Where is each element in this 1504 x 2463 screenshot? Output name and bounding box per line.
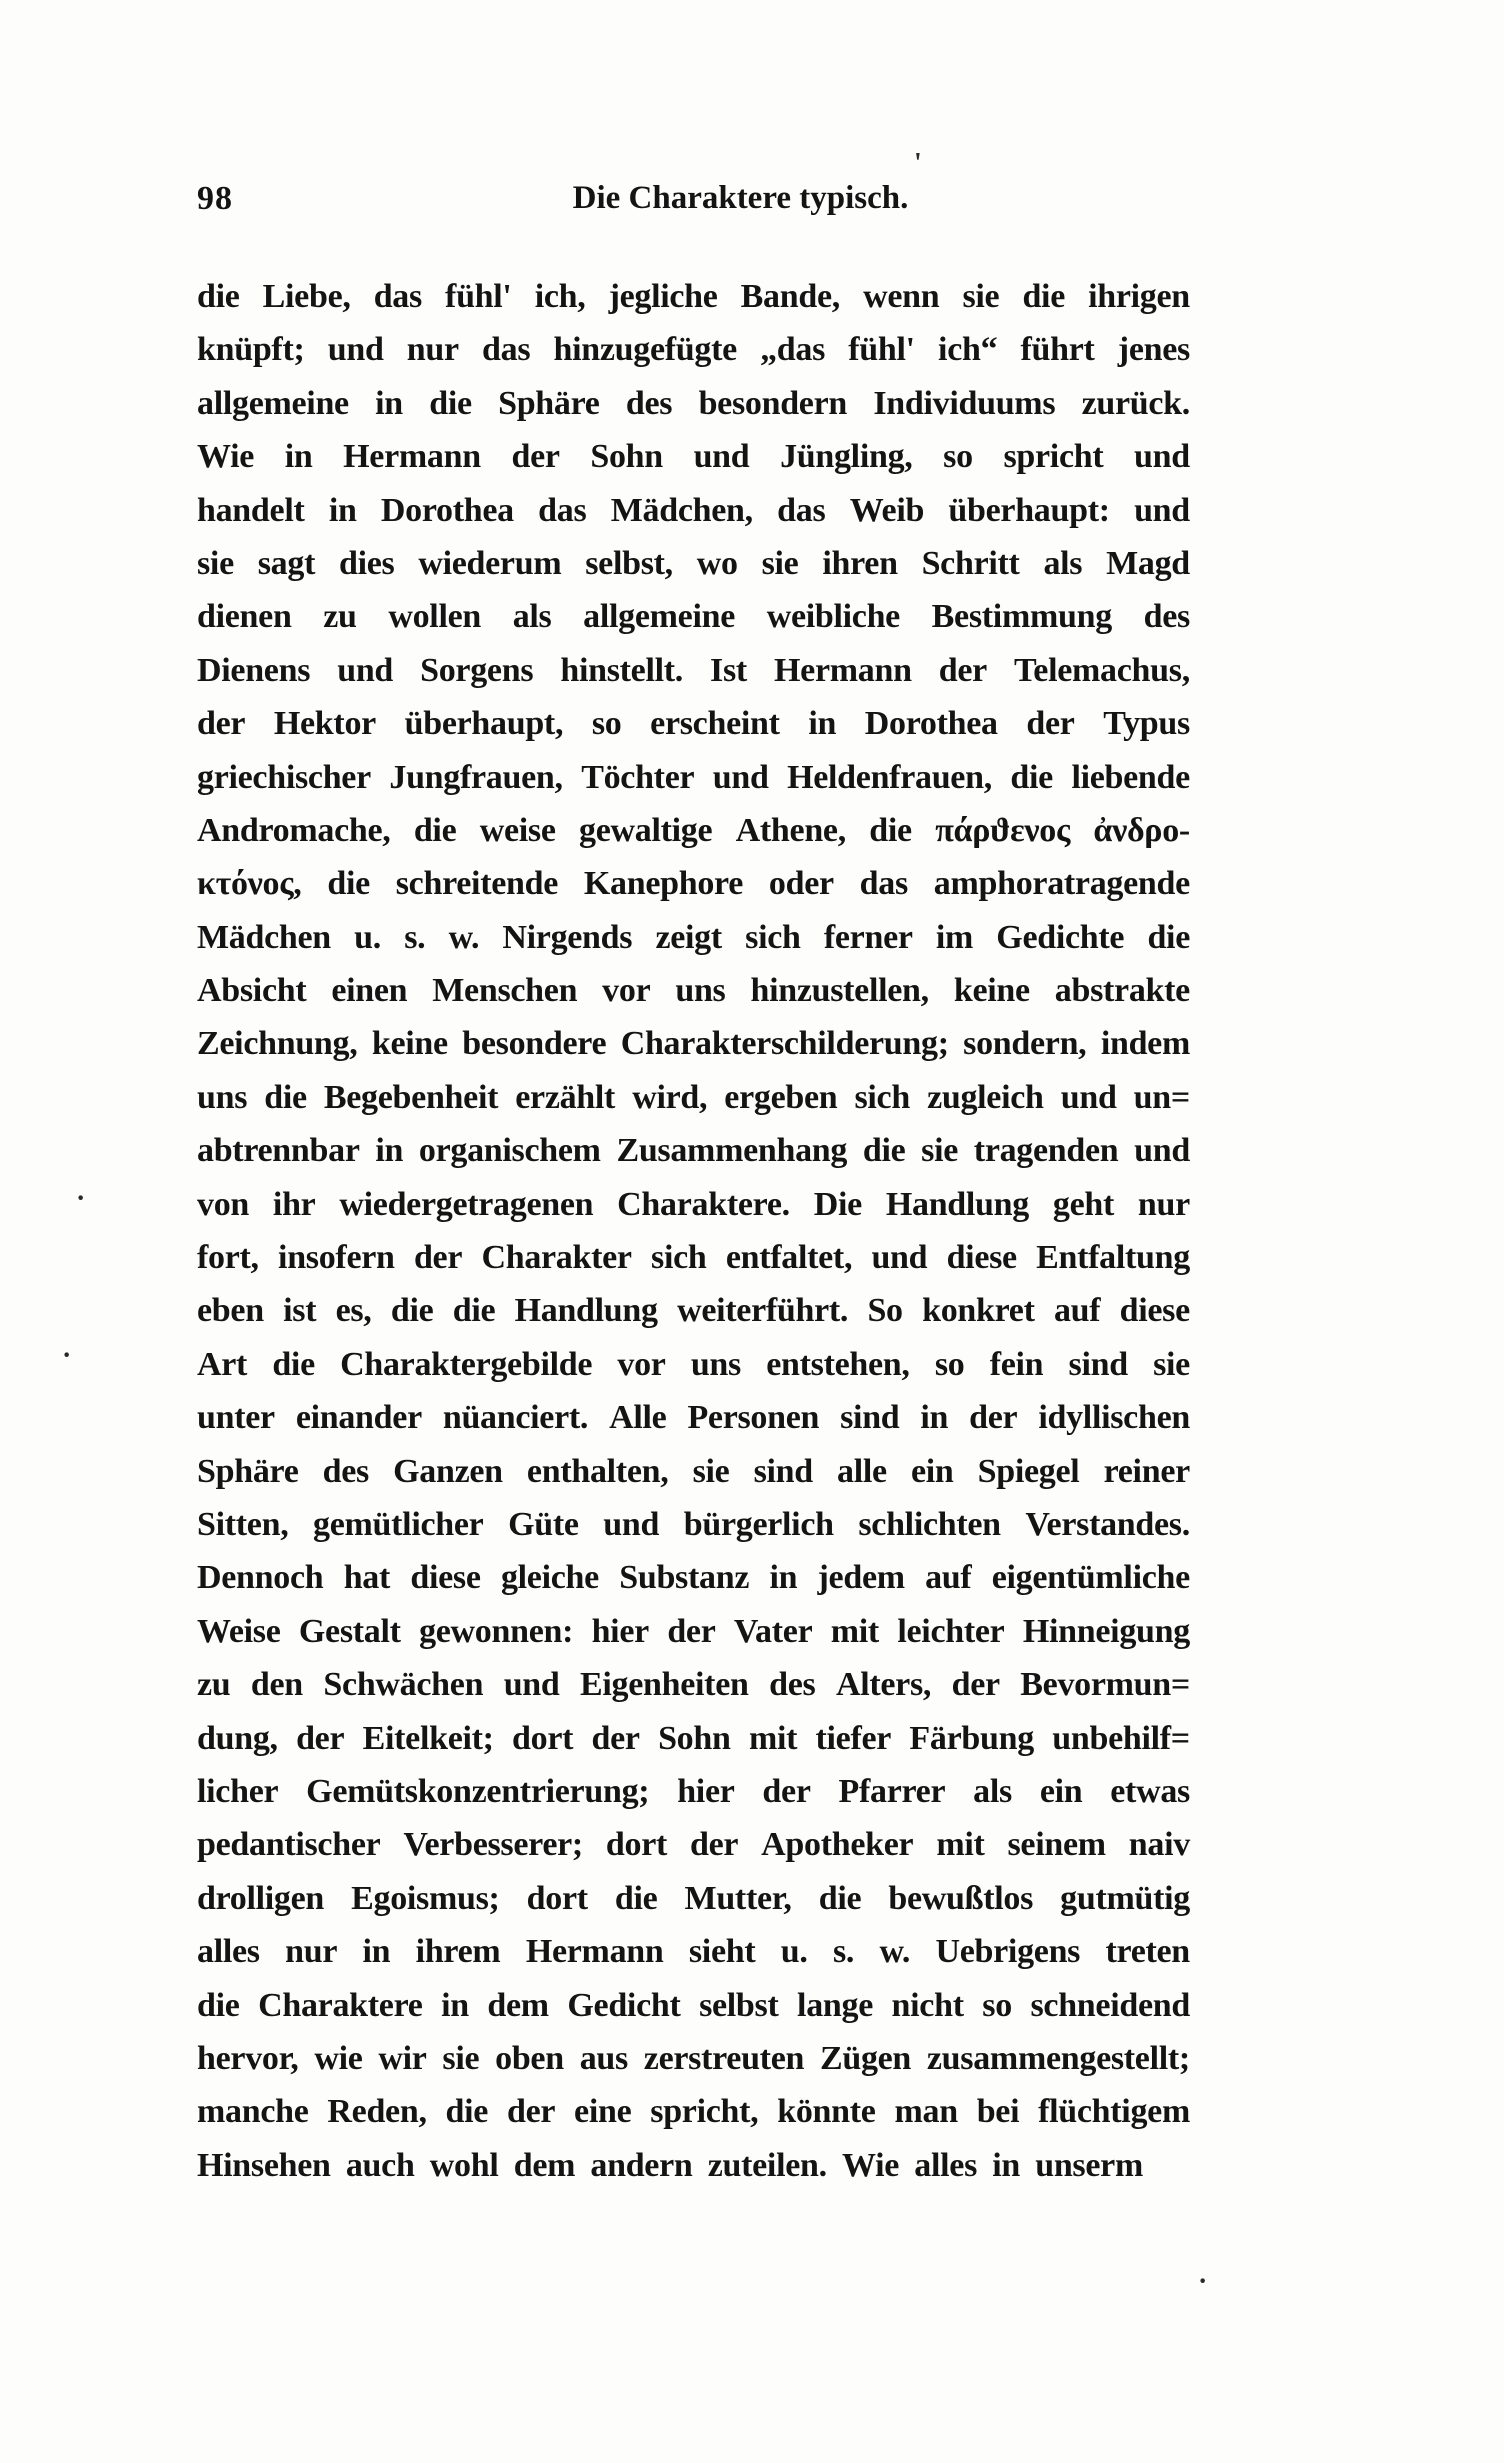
page-number: 98 xyxy=(197,180,233,217)
text-line: Hinsehen auch wohl dem andern zuteilen. Wie alles in unserm xyxy=(197,2146,1143,2184)
text-line: die Charaktere in dem Gedicht selbst lange nicht so schneidend xyxy=(197,1986,1190,2024)
book-page: 98 Die Charaktere typisch. die Liebe, das fühl' ich, jegliche Bande, wenn sie die ihrigen knüpft; und nur das hinzugefügte „das fühl' ich“ führt jenes allgemeine in die Sphäre des besondern Individuums zurück. Wie in Hermann der Sohn und Jüngling, so spricht und handelt in Dorothea das Mädchen, das Weib überhaupt: und sie sagt dies wiederum selbst, wo sie ihren Schritt als Magd dienen zu wollen als allgemeine weibliche Bestimmung des Dienens und Sorgens hinstellt. Ist Hermann der Telemachus, der Hektor überhaupt, so erscheint in Dorothea der Typus griechischer Jungfrauen, Töchter und Heldenfrauen, die liebende Andromache, die weise gewaltige Athene, die πάρϑενος ἀνδρο- κτόνος, die schreitende Kanephore oder das amphoratragende Mädchen u. s. w. Nirgends zeigt sich ferner im Gedichte die Absicht einen Menschen vor uns hinzustellen, keine abstrakte Zeichnung, keine besondere Charakterschilderung; sondern, indem uns die Begebenheit erzählt wird, ergeben sich zugleich und un= abtrennbar in organischem Zusammenhang die sie tragenden und von ihr wiedergetragenen Charaktere. Die Handlung geht nur fort, insofern der Charakter sich entfaltet, und diese Entfaltung eben ist es, die die Handlung weiterführt. So konkret auf diese Art die Charaktergebilde vor uns entstehen, so fein sind sie unter einander nüanciert. Alle Personen sind in der idyllischen Sphäre des Ganzen enthalten, sie sind alle ein Spiegel reiner Sitten, gemütlicher Güte und bürgerlich schlichten Verstandes. Dennoch hat diese gleiche Substanz in jedem auf eigentümliche Weise Gestalt gewonnen: hier der Vater mit leichter Hinneigung zu den Schwächen und Eigenheiten des Alters, der Bevormun= dung, der Eitelkeit; dort der Sohn mit tiefer Färbung unbehilf= licher Gemütskonzentrierung; hier der Pfarrer als ein etwas pedantischer Verbesserer; dort der Apotheker mit seinem naiv drolligen Egoismus; dort die Mutter, die bewußtlos gutmütig alles nur in ihrem Hermann sieht u. s. w. Uebrigens treten die Charaktere in dem Gedicht selbst lange nicht so schneidend hervor, wie wir sie oben aus zerstreuten Zügen zusammengestellt; manche Reden, die der eine spricht, könnte man bei flüchtigem Hinsehen auch wohl dem andern zuteilen. Wie alles in unserm ' · · · xyxy=(0,0,1504,2463)
text-line: Absicht einen Menschen vor uns hinzustellen, keine abstrakte xyxy=(197,972,1190,1010)
text-line: alles nur in ihrem Hermann sieht u. s. w. Uebrigens treten xyxy=(197,1933,1190,1971)
text-line: hervor, wie wir sie oben aus zerstreuten Zügen zusammengestellt; xyxy=(197,2039,1190,2077)
text-line: dung, der Eitelkeit; dort der Sohn mit tiefer Färbung unbehilf= xyxy=(197,1719,1190,1757)
text-line: Art die Charaktergebilde vor uns entstehen, so fein sind sie xyxy=(197,1345,1190,1383)
text-line: Sphäre des Ganzen enthalten, sie sind alle ein Spiegel reiner xyxy=(197,1452,1190,1490)
text-line: drolligen Egoismus; dort die Mutter, die bewußtlos gutmütig xyxy=(197,1879,1190,1917)
text-line: knüpft; und nur das hinzugefügte „das fühl' ich“ führt jenes xyxy=(197,331,1190,369)
text-line: der Hektor überhaupt, so erscheint in Dorothea der Typus xyxy=(197,705,1190,743)
text-line: fort, insofern der Charakter sich entfaltet, und diese Entfaltung xyxy=(197,1239,1190,1277)
text-line: Wie in Hermann der Sohn und Jüngling, so spricht und xyxy=(197,438,1190,476)
text-line: die Liebe, das fühl' ich, jegliche Bande, wenn sie die ihrigen xyxy=(197,278,1190,315)
text-line: von ihr wiedergetragenen Charaktere. Die Handlung geht nur xyxy=(197,1185,1190,1223)
text-line: unter einander nüanciert. Alle Personen sind in der idyllischen xyxy=(197,1399,1190,1437)
text-line: Mädchen u. s. w. Nirgends zeigt sich ferner im Gedichte die xyxy=(197,918,1190,956)
text-line: zu den Schwächen und Eigenheiten des Alters, der Bevormun= xyxy=(197,1666,1190,1704)
text-line: manche Reden, die der eine spricht, könnte man bei flüchtigem xyxy=(197,2093,1190,2131)
text-line: Dienens und Sorgens hinstellt. Ist Hermann der Telemachus, xyxy=(197,651,1190,689)
text-line: abtrennbar in organischem Zusammenhang die sie tragenden und xyxy=(197,1132,1190,1170)
text-line: allgemeine in die Sphäre des besondern Individuums zurück. xyxy=(197,384,1190,422)
text-line: eben ist es, die die Handlung weiterführt. So konkret auf diese xyxy=(197,1292,1190,1330)
text-line: Weise Gestalt gewonnen: hier der Vater mit leichter Hinneigung xyxy=(197,1612,1190,1650)
page-text xyxy=(197,270,1190,2192)
running-header: Die Charaktere typisch. xyxy=(572,180,909,216)
text-line: Dennoch hat diese gleiche Substanz in jedem auf eigentümliche xyxy=(197,1559,1190,1597)
text-line: griechischer Jungfrauen, Töchter und Heldenfrauen, die liebende xyxy=(197,758,1190,796)
text-line: dienen zu wollen als allgemeine weibliche Bestimmung des xyxy=(197,598,1190,636)
text-line: Andromache, die weise gewaltige Athene, die πάρϑενος ἀνδρο- xyxy=(197,811,1190,849)
text-line: pedantischer Verbesserer; dort der Apotheker mit seinem naiv xyxy=(197,1826,1190,1864)
text-line: uns die Begebenheit erzählt wird, ergeben sich zugleich und un= xyxy=(197,1078,1190,1116)
text-line: handelt in Dorothea das Mädchen, das Weib überhaupt: und xyxy=(197,491,1190,529)
text-line: κτόνος, die schreitende Kanephore oder das amphoratragende xyxy=(197,865,1190,903)
text-line: Zeichnung, keine besondere Charakterschilderung; sondern, indem xyxy=(197,1025,1190,1063)
text-line: licher Gemütskonzentrierung; hier der Pfarrer als ein etwas xyxy=(197,1772,1190,1810)
text-line: Sitten, gemütlicher Güte und bürgerlich schlichten Verstandes. xyxy=(197,1505,1190,1543)
text-line: sie sagt dies wiederum selbst, wo sie ihren Schritt als Magd xyxy=(197,544,1190,582)
